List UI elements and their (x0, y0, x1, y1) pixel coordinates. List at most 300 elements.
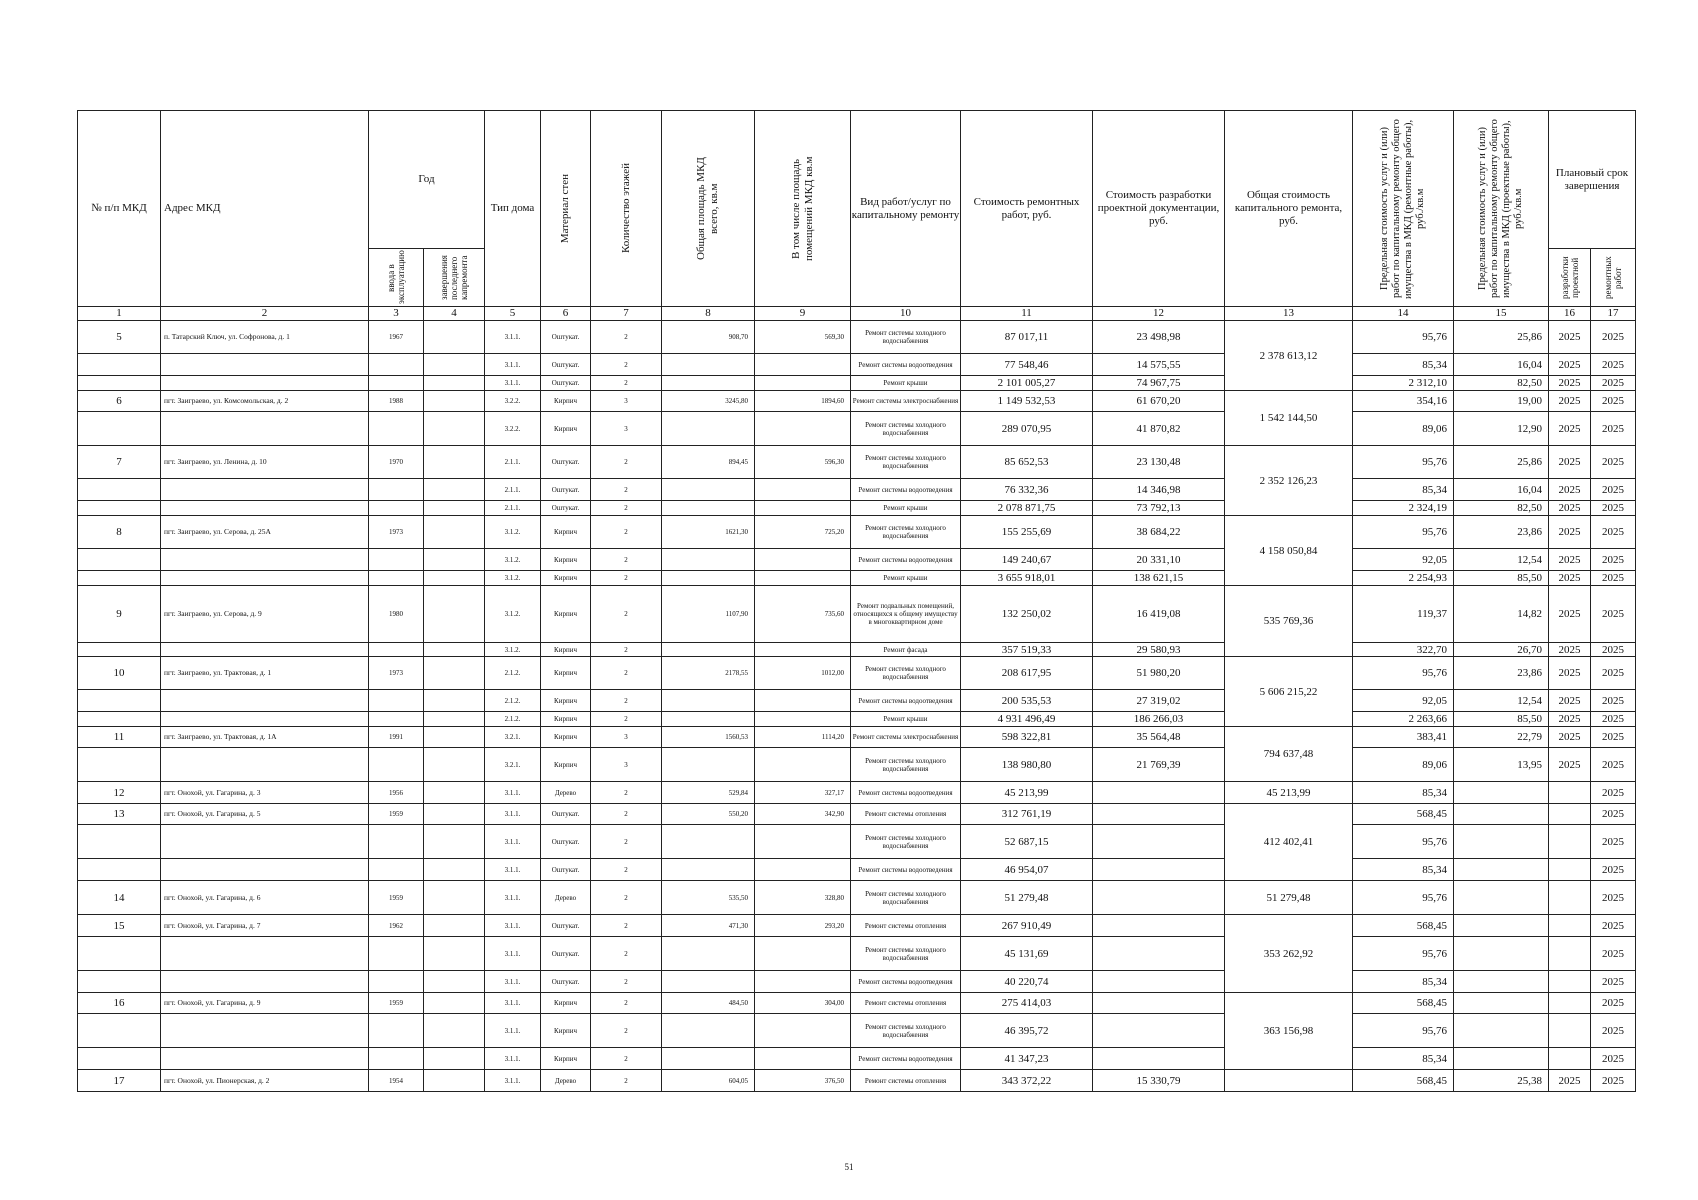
repair-cost-cell: 2 101 005,27 (961, 376, 1093, 391)
column-number: 11 (961, 307, 1093, 321)
term-design-cell: 2025 (1549, 376, 1591, 391)
limit-repair-cell: 95,76 (1353, 937, 1454, 971)
table-row (78, 446, 1636, 479)
work-type-cell: Ремонт крыши (851, 571, 961, 586)
rooms-area-cell: 1114,20 (755, 727, 851, 748)
total-cost-cell: 412 402,41 (1225, 804, 1353, 881)
limit-design-cell (1454, 825, 1549, 859)
address-cell (161, 571, 369, 586)
total-area-cell (662, 859, 755, 881)
term-design-cell: 2025 (1549, 321, 1591, 354)
term-design-cell (1549, 1048, 1591, 1070)
table-row (78, 1014, 1636, 1048)
rooms-area-cell: 376,50 (755, 1070, 851, 1092)
term-repair-cell: 2025 (1591, 571, 1636, 586)
commission-year-cell (369, 690, 424, 712)
term-design-cell: 2025 (1549, 516, 1591, 549)
total-area-cell (662, 1048, 755, 1070)
table-row (78, 354, 1636, 376)
repair-cost-cell: 41 347,23 (961, 1048, 1093, 1070)
work-type-cell: Ремонт системы холодного водоснабжения (851, 516, 961, 549)
total-area-cell (662, 712, 755, 727)
house-type-cell: 3.2.2. (485, 412, 541, 446)
house-type-cell: 3.2.2. (485, 391, 541, 412)
table-row (78, 1070, 1636, 1092)
limit-repair-cell: 95,76 (1353, 446, 1454, 479)
commission-year-cell (369, 712, 424, 727)
address-cell (161, 859, 369, 881)
row-number (78, 501, 161, 516)
total-area-cell: 894,45 (662, 446, 755, 479)
last-repair-year-cell (424, 376, 485, 391)
term-repair-cell: 2025 (1591, 993, 1636, 1014)
column-number: 16 (1549, 307, 1591, 321)
column-number: 9 (755, 307, 851, 321)
term-repair-cell: 2025 (1591, 586, 1636, 643)
total-area-cell: 1107,90 (662, 586, 755, 643)
repair-cost-cell: 149 240,67 (961, 549, 1093, 571)
wall-material-cell: Кирпич (541, 571, 591, 586)
table-row (78, 881, 1636, 915)
total-area-cell (662, 479, 755, 501)
floors-cell: 2 (591, 586, 662, 643)
total-area-cell (662, 376, 755, 391)
rooms-area-cell: 569,30 (755, 321, 851, 354)
term-repair-cell: 2025 (1591, 859, 1636, 881)
address-cell: пгт. Заиграево, ул. Ленина, д. 10 (161, 446, 369, 479)
floors-cell: 2 (591, 643, 662, 657)
limit-repair-cell: 2 263,66 (1353, 712, 1454, 727)
limit-design-cell (1454, 1048, 1549, 1070)
limit-repair-cell: 95,76 (1353, 1014, 1454, 1048)
term-design-cell: 2025 (1549, 501, 1591, 516)
limit-design-cell (1454, 937, 1549, 971)
column-number: 5 (485, 307, 541, 321)
capital-repair-table (77, 110, 1636, 1092)
term-design-cell: 2025 (1549, 549, 1591, 571)
last-repair-year-cell (424, 825, 485, 859)
design-cost-cell: 23 498,98 (1093, 321, 1225, 354)
total-area-cell (662, 571, 755, 586)
address-cell: пгт. Онохой, ул. Гагарина, д. 7 (161, 915, 369, 937)
total-cost-cell: 4 158 050,84 (1225, 516, 1353, 586)
total-area-cell: 1560,53 (662, 727, 755, 748)
repair-cost-cell: 4 931 496,49 (961, 712, 1093, 727)
header-term-repair-text: ремонтных работ (1603, 256, 1623, 299)
work-type-cell: Ремонт системы холодного водоснабжения (851, 321, 961, 354)
column-number: 17 (1591, 307, 1636, 321)
total-cost-cell: 794 637,48 (1225, 727, 1353, 782)
wall-material-cell: Дерево (541, 881, 591, 915)
total-area-cell (662, 643, 755, 657)
commission-year-cell (369, 859, 424, 881)
row-number: 10 (78, 657, 161, 690)
limit-design-cell (1454, 915, 1549, 937)
work-type-cell: Ремонт крыши (851, 376, 961, 391)
row-number: 14 (78, 881, 161, 915)
work-type-cell: Ремонт системы водоотведения (851, 479, 961, 501)
last-repair-year-cell (424, 859, 485, 881)
floors-cell: 3 (591, 391, 662, 412)
repair-cost-cell: 132 250,02 (961, 586, 1093, 643)
wall-material-cell: Оштукат. (541, 915, 591, 937)
commission-year-cell (369, 354, 424, 376)
table-row (78, 501, 1636, 516)
design-cost-cell: 186 266,03 (1093, 712, 1225, 727)
total-area-cell: 2178,55 (662, 657, 755, 690)
repair-cost-cell: 275 414,03 (961, 993, 1093, 1014)
rooms-area-cell (755, 479, 851, 501)
row-number (78, 643, 161, 657)
last-repair-year-cell (424, 915, 485, 937)
repair-cost-cell: 3 655 918,01 (961, 571, 1093, 586)
design-cost-cell: 14 575,55 (1093, 354, 1225, 376)
last-repair-year-cell (424, 643, 485, 657)
commission-year-cell (369, 501, 424, 516)
last-repair-year-cell (424, 354, 485, 376)
limit-design-cell: 12,54 (1454, 690, 1549, 712)
table-row (78, 859, 1636, 881)
house-type-cell: 3.1.1. (485, 881, 541, 915)
header-num: № п/п МКД (78, 111, 161, 307)
commission-year-cell (369, 971, 424, 993)
limit-design-cell: 22,79 (1454, 727, 1549, 748)
last-repair-year-cell (424, 690, 485, 712)
repair-cost-cell: 76 332,36 (961, 479, 1093, 501)
repair-cost-cell: 155 255,69 (961, 516, 1093, 549)
table-row (78, 937, 1636, 971)
limit-design-cell: 23,86 (1454, 516, 1549, 549)
work-type-cell: Ремонт фасада (851, 643, 961, 657)
last-repair-year-cell (424, 516, 485, 549)
row-number (78, 690, 161, 712)
address-cell: пгт. Онохой, ул. Гагарина, д. 5 (161, 804, 369, 825)
term-design-cell (1549, 804, 1591, 825)
limit-repair-cell: 85,34 (1353, 782, 1454, 804)
design-cost-cell (1093, 881, 1225, 915)
commission-year-cell: 1967 (369, 321, 424, 354)
limit-repair-cell: 85,34 (1353, 479, 1454, 501)
limit-design-cell (1454, 782, 1549, 804)
row-number (78, 412, 161, 446)
header-work-type: Вид работ/услуг по капитальному ремонту (851, 111, 961, 307)
address-cell (161, 354, 369, 376)
row-number (78, 748, 161, 782)
limit-design-cell: 12,90 (1454, 412, 1549, 446)
limit-repair-cell: 2 254,93 (1353, 571, 1454, 586)
last-repair-year-cell (424, 657, 485, 690)
repair-cost-cell: 289 070,95 (961, 412, 1093, 446)
rooms-area-cell: 596,30 (755, 446, 851, 479)
row-number: 6 (78, 391, 161, 412)
total-area-cell: 471,30 (662, 915, 755, 937)
term-design-cell (1549, 993, 1591, 1014)
commission-year-cell (369, 376, 424, 391)
column-number: 15 (1454, 307, 1549, 321)
table-row (78, 321, 1636, 354)
limit-design-cell (1454, 804, 1549, 825)
address-cell (161, 1014, 369, 1048)
floors-cell: 2 (591, 782, 662, 804)
limit-repair-cell: 85,34 (1353, 1048, 1454, 1070)
limit-repair-cell: 92,05 (1353, 690, 1454, 712)
total-area-cell (662, 354, 755, 376)
term-design-cell (1549, 937, 1591, 971)
total-area-cell (662, 549, 755, 571)
total-area-cell: 908,70 (662, 321, 755, 354)
work-type-cell: Ремонт системы холодного водоснабжения (851, 881, 961, 915)
table-row (78, 712, 1636, 727)
rooms-area-cell (755, 1014, 851, 1048)
repair-cost-cell: 46 395,72 (961, 1014, 1093, 1048)
limit-repair-cell: 85,34 (1353, 971, 1454, 993)
floors-cell: 2 (591, 937, 662, 971)
house-type-cell: 3.1.1. (485, 804, 541, 825)
row-number (78, 376, 161, 391)
design-cost-cell (1093, 825, 1225, 859)
commission-year-cell: 1962 (369, 915, 424, 937)
work-type-cell: Ремонт системы отопления (851, 915, 961, 937)
floors-cell: 2 (591, 571, 662, 586)
header-limit-design (1454, 111, 1549, 307)
total-area-cell (662, 937, 755, 971)
rooms-area-cell: 327,17 (755, 782, 851, 804)
total-area-cell: 1621,30 (662, 516, 755, 549)
limit-design-cell: 82,50 (1454, 501, 1549, 516)
last-repair-year-cell (424, 937, 485, 971)
term-design-cell: 2025 (1549, 479, 1591, 501)
column-numbers-row (78, 307, 1636, 321)
rooms-area-cell (755, 748, 851, 782)
column-number: 10 (851, 307, 961, 321)
repair-cost-cell: 267 910,49 (961, 915, 1093, 937)
wall-material-cell: Оштукат. (541, 859, 591, 881)
term-design-cell: 2025 (1549, 354, 1591, 376)
rooms-area-cell (755, 354, 851, 376)
work-type-cell: Ремонт системы холодного водоснабжения (851, 446, 961, 479)
limit-repair-cell: 95,76 (1353, 321, 1454, 354)
total-area-cell: 535,50 (662, 881, 755, 915)
term-design-cell: 2025 (1549, 1070, 1591, 1092)
commission-year-cell: 1959 (369, 993, 424, 1014)
term-design-cell (1549, 971, 1591, 993)
repair-cost-cell: 45 131,69 (961, 937, 1093, 971)
design-cost-cell: 29 580,93 (1093, 643, 1225, 657)
rooms-area-cell (755, 501, 851, 516)
limit-design-cell: 14,82 (1454, 586, 1549, 643)
total-cost-cell: 45 213,99 (1225, 782, 1353, 804)
design-cost-cell: 35 564,48 (1093, 727, 1225, 748)
header-year-last-repair-text: завершения последнего капремонта (439, 255, 469, 300)
term-repair-cell: 2025 (1591, 971, 1636, 993)
wall-material-cell: Кирпич (541, 727, 591, 748)
header-floors (591, 111, 662, 307)
limit-repair-cell: 568,45 (1353, 1070, 1454, 1092)
house-type-cell: 2.1.1. (485, 501, 541, 516)
page-number: 51 (844, 1162, 854, 1172)
wall-material-cell: Кирпич (541, 1014, 591, 1048)
column-number: 7 (591, 307, 662, 321)
limit-repair-cell: 89,06 (1353, 748, 1454, 782)
floors-cell: 3 (591, 748, 662, 782)
work-type-cell: Ремонт системы водоотведения (851, 354, 961, 376)
term-repair-cell: 2025 (1591, 412, 1636, 446)
commission-year-cell (369, 412, 424, 446)
house-type-cell: 3.1.1. (485, 1014, 541, 1048)
house-type-cell: 3.2.1. (485, 748, 541, 782)
limit-repair-cell: 568,45 (1353, 993, 1454, 1014)
repair-cost-cell: 138 980,80 (961, 748, 1093, 782)
limit-design-cell: 25,86 (1454, 446, 1549, 479)
last-repair-year-cell (424, 479, 485, 501)
row-number: 9 (78, 586, 161, 643)
work-type-cell: Ремонт системы холодного водоснабжения (851, 1014, 961, 1048)
row-number (78, 971, 161, 993)
limit-design-cell: 26,70 (1454, 643, 1549, 657)
design-cost-cell: 51 980,20 (1093, 657, 1225, 690)
commission-year-cell: 1973 (369, 657, 424, 690)
house-type-cell: 2.1.2. (485, 690, 541, 712)
address-cell (161, 712, 369, 727)
floors-cell: 2 (591, 446, 662, 479)
total-cost-cell: 353 262,92 (1225, 915, 1353, 993)
term-design-cell (1549, 1014, 1591, 1048)
work-type-cell: Ремонт подвальных помещений, относящихся к общему имуществу в многоквартирном доме (851, 586, 961, 643)
rooms-area-cell (755, 825, 851, 859)
wall-material-cell: Дерево (541, 1070, 591, 1092)
rooms-area-cell (755, 712, 851, 727)
header-year: Год (369, 111, 485, 249)
repair-cost-cell: 598 322,81 (961, 727, 1093, 748)
term-repair-cell: 2025 (1591, 516, 1636, 549)
address-cell: пгт. Онохой, ул. Пионерская, д. 2 (161, 1070, 369, 1092)
address-cell (161, 690, 369, 712)
rooms-area-cell (755, 571, 851, 586)
address-cell: пгт. Заиграево, ул. Серова, д. 25А (161, 516, 369, 549)
total-area-cell (662, 412, 755, 446)
total-area-cell: 484,50 (662, 993, 755, 1014)
header-house-type: Тип дома (485, 111, 541, 307)
table-row (78, 479, 1636, 501)
commission-year-cell (369, 937, 424, 971)
address-cell (161, 479, 369, 501)
limit-repair-cell: 119,37 (1353, 586, 1454, 643)
commission-year-cell (369, 1048, 424, 1070)
header-cost-total: Общая стоимость капитального ремонта, руб. (1225, 111, 1353, 307)
wall-material-cell: Оштукат. (541, 825, 591, 859)
term-repair-cell: 2025 (1591, 1014, 1636, 1048)
total-cost-cell: 2 352 126,23 (1225, 446, 1353, 516)
commission-year-cell: 1956 (369, 782, 424, 804)
house-type-cell: 3.1.1. (485, 1048, 541, 1070)
term-repair-cell: 2025 (1591, 690, 1636, 712)
address-cell (161, 643, 369, 657)
total-cost-cell: 5 606 215,22 (1225, 657, 1353, 727)
last-repair-year-cell (424, 549, 485, 571)
floors-cell: 3 (591, 727, 662, 748)
repair-cost-cell: 40 220,74 (961, 971, 1093, 993)
house-type-cell: 2.1.1. (485, 446, 541, 479)
rooms-area-cell: 1012,00 (755, 657, 851, 690)
rooms-area-cell: 1894,60 (755, 391, 851, 412)
house-type-cell: 2.1.2. (485, 657, 541, 690)
commission-year-cell: 1973 (369, 516, 424, 549)
wall-material-cell: Оштукат. (541, 354, 591, 376)
term-design-cell: 2025 (1549, 571, 1591, 586)
address-cell: пгт. Заиграево, ул. Комсомольская, д. 2 (161, 391, 369, 412)
limit-repair-cell: 354,16 (1353, 391, 1454, 412)
floors-cell: 2 (591, 1014, 662, 1048)
house-type-cell: 3.1.1. (485, 1070, 541, 1092)
term-design-cell (1549, 782, 1591, 804)
table-row (78, 727, 1636, 748)
row-number: 17 (78, 1070, 161, 1092)
header-year-last-repair (424, 249, 485, 307)
table-row (78, 748, 1636, 782)
address-cell: пгт. Онохой, ул. Гагарина, д. 9 (161, 993, 369, 1014)
design-cost-cell (1093, 993, 1225, 1014)
floors-cell: 2 (591, 501, 662, 516)
last-repair-year-cell (424, 391, 485, 412)
header-floors-text: Количество этажей (619, 163, 632, 254)
design-cost-cell: 38 684,22 (1093, 516, 1225, 549)
commission-year-cell (369, 825, 424, 859)
floors-cell: 2 (591, 376, 662, 391)
floors-cell: 2 (591, 690, 662, 712)
term-repair-cell: 2025 (1591, 727, 1636, 748)
last-repair-year-cell (424, 501, 485, 516)
house-type-cell: 3.1.1. (485, 937, 541, 971)
term-design-cell: 2025 (1549, 727, 1591, 748)
header-year-commission-text: ввода в эксплуатацию (386, 249, 406, 304)
work-type-cell: Ремонт системы холодного водоснабжения (851, 825, 961, 859)
address-cell: пгт. Онохой, ул. Гагарина, д. 6 (161, 881, 369, 915)
repair-cost-cell: 46 954,07 (961, 859, 1093, 881)
total-cost-cell: 535 769,36 (1225, 586, 1353, 657)
last-repair-year-cell (424, 412, 485, 446)
table-row (78, 586, 1636, 643)
design-cost-cell (1093, 782, 1225, 804)
limit-design-cell (1454, 859, 1549, 881)
repair-cost-cell: 87 017,11 (961, 321, 1093, 354)
address-cell (161, 412, 369, 446)
design-cost-cell: 61 670,20 (1093, 391, 1225, 412)
table-row (78, 412, 1636, 446)
term-repair-cell: 2025 (1591, 321, 1636, 354)
term-repair-cell: 2025 (1591, 446, 1636, 479)
term-repair-cell: 2025 (1591, 712, 1636, 727)
house-type-cell: 3.1.1. (485, 825, 541, 859)
table-row (78, 516, 1636, 549)
house-type-cell: 3.1.1. (485, 354, 541, 376)
column-number: 4 (424, 307, 485, 321)
commission-year-cell: 1954 (369, 1070, 424, 1092)
last-repair-year-cell (424, 727, 485, 748)
header-limit-repair-text: Предельная стоимость услуг и (или) работ по капитальному ремонту общего имущества в МКД (ремонтные работы), руб./кв.м (1379, 118, 1426, 299)
header-term-repair (1591, 249, 1636, 307)
term-design-cell: 2025 (1549, 391, 1591, 412)
wall-material-cell: Оштукат. (541, 501, 591, 516)
row-number (78, 825, 161, 859)
design-cost-cell (1093, 804, 1225, 825)
design-cost-cell (1093, 971, 1225, 993)
work-type-cell: Ремонт крыши (851, 712, 961, 727)
limit-repair-cell: 89,06 (1353, 412, 1454, 446)
repair-cost-cell: 357 519,33 (961, 643, 1093, 657)
address-cell (161, 825, 369, 859)
wall-material-cell: Оштукат. (541, 446, 591, 479)
commission-year-cell: 1980 (369, 586, 424, 643)
